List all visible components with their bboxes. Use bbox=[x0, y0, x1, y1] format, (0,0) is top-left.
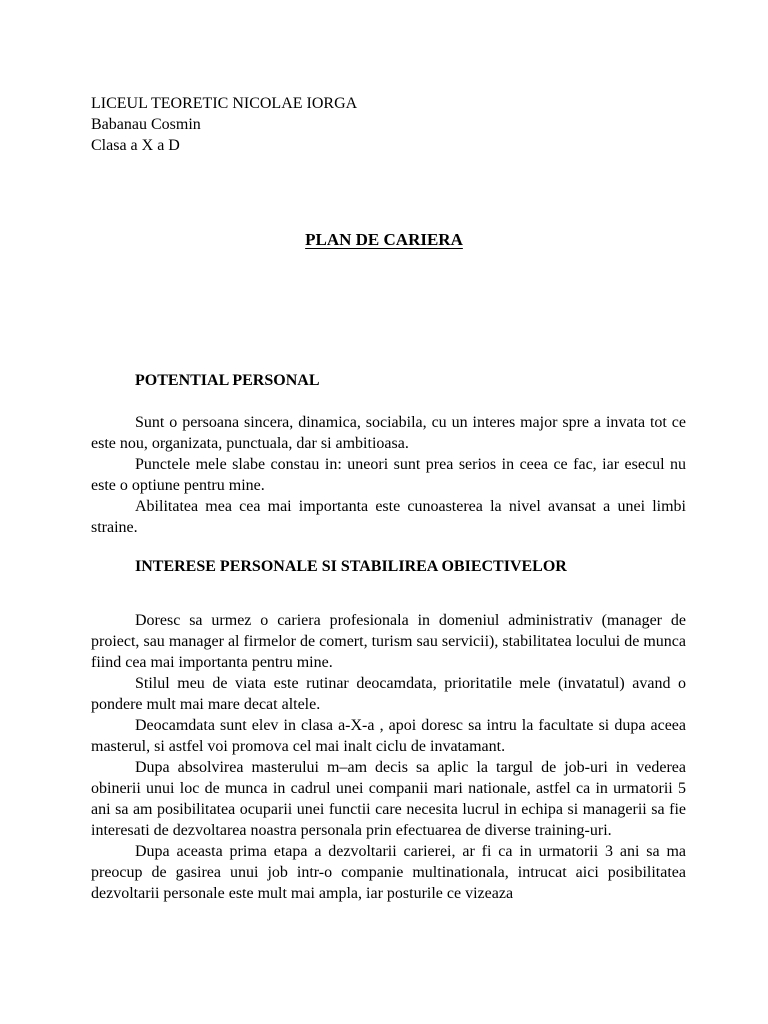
paragraph: Punctele mele slabe constau in: uneori sunt prea serios in ceea ce fac, iar esecul nu este o optiune pentru mine. bbox=[91, 456, 686, 494]
paragraph: Dupa aceasta prima etapa a dezvoltarii carierei, ar fi ca in urmatorii 3 ani sa ma preocup de gasirea unui job intr-o companie multinationala, intrucat aici posibilitatea dezvoltarii personale este mult mai ampla, iar posturile ce vizeaza bbox=[91, 843, 686, 902]
paragraph: Sunt o persoana sincera, dinamica, sociabila, cu un interes major spre a invata tot ce este nou, organizata, punctuala, dar si ambitioasa. bbox=[91, 414, 686, 452]
student-name: Babanau Cosmin bbox=[91, 116, 201, 133]
section-heading-potential: POTENTIAL PERSONAL bbox=[135, 372, 320, 389]
paragraph: Doresc sa urmez o cariera profesionala in domeniul administrativ (manager de proiect, sau manager al firmelor de comert, turism sau servicii), stabilitatea locului de munca fiind cea mai importanta pentru mine. bbox=[91, 612, 686, 671]
paragraph: Abilitatea mea cea mai importanta este cunoasterea la nivel avansat a unei limbi straine. bbox=[91, 498, 686, 536]
document-title bbox=[0, 229, 768, 251]
paragraph: Stilul meu de viata este rutinar deocamdata, prioritatile mele (invatatul) avand o pondere mult mai mare decat altele. bbox=[91, 675, 686, 713]
section-heading-interests: INTERESE PERSONALE SI STABILIREA OBIECTIVELOR bbox=[135, 558, 567, 575]
school-name: LICEUL TEORETIC NICOLAE IORGA bbox=[91, 95, 358, 112]
paragraph: Dupa absolvirea masterului m–am decis sa aplic la targul de job-uri in vederea obinerii unui loc de munca in cadrul unei companii mari nationale, astfel ca in urmatorii 5 ani sa am posibilitatea ocuparii unei functii care necesita lucrul in echipa si managerii sa fie interesati de dezvoltarea noastra personala prin efectuarea de diverse training-uri. bbox=[91, 759, 686, 839]
paragraph: Deocamdata sunt elev in clasa a-X-a , apoi doresc sa intru la facultate si dupa aceea masterul, si astfel voi promova cel mai inalt ciclu de invatamant. bbox=[91, 717, 686, 755]
document-title-text: PLAN DE CARIERA bbox=[305, 230, 463, 249]
document-body bbox=[91, 370, 686, 904]
student-class: Clasa a X a D bbox=[91, 137, 180, 154]
document-header bbox=[91, 93, 357, 156]
